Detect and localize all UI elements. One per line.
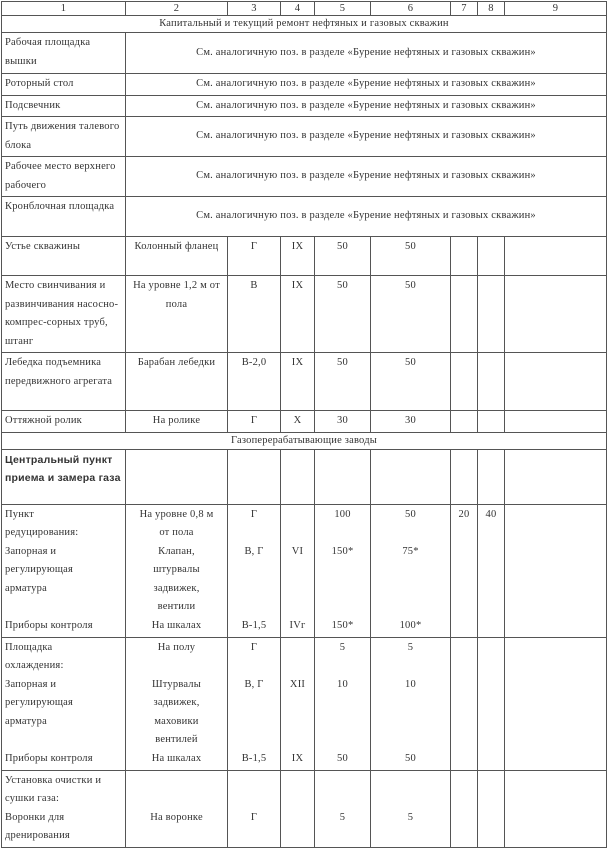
col-header: 8 bbox=[478, 2, 505, 16]
cell-line: На шкалах bbox=[151, 752, 202, 764]
norm-cell: 30 bbox=[371, 411, 451, 433]
reference-cell: См. аналогичную поз. в разделе «Бурение нефтяных и газовых скважин» bbox=[126, 157, 607, 197]
empty-cell bbox=[505, 411, 607, 433]
place-cell: Место свинчивания и развинчивания насосно-компрес-сорных труб, штанг bbox=[2, 276, 126, 353]
cell-line: 5 bbox=[407, 641, 414, 653]
place-cell bbox=[2, 770, 126, 847]
reference-cell: См. аналогичную поз. в разделе «Бурение нефтяных и газовых скважин» bbox=[126, 74, 607, 96]
norm-cell bbox=[315, 770, 371, 847]
empty-cell bbox=[451, 276, 478, 353]
table-row bbox=[2, 353, 607, 411]
cell-line: 5 bbox=[339, 811, 346, 823]
col-header: 7 bbox=[451, 2, 478, 16]
section-header-gas-plants bbox=[2, 432, 607, 449]
cell-line: На полу bbox=[157, 641, 196, 653]
cell-line: задвижек, bbox=[153, 582, 200, 594]
place-cell: Рабочее место верхнего рабочего bbox=[2, 157, 126, 197]
surface-cell bbox=[126, 504, 228, 637]
reference-cell: См. аналогичную поз. в разделе «Бурение нефтяных и газовых скважин» bbox=[126, 95, 607, 117]
cell-line: 75* bbox=[402, 545, 419, 557]
norm-cell: 50 bbox=[371, 353, 451, 411]
norm-cell bbox=[315, 637, 371, 770]
place-cell: Оттяжной ролик bbox=[2, 411, 126, 433]
place-cell: Устье скважины bbox=[2, 237, 126, 276]
cell-spacer bbox=[318, 657, 367, 676]
table-row-cooling bbox=[2, 637, 607, 770]
cell-spacer bbox=[5, 598, 122, 617]
empty-cell bbox=[478, 411, 505, 433]
norm-cell: 50 bbox=[371, 237, 451, 276]
plane-cell: В bbox=[228, 276, 281, 353]
table-row bbox=[2, 95, 607, 117]
cell-line: штурвалы bbox=[153, 564, 200, 575]
cell-line: Клапан, bbox=[158, 545, 195, 557]
plane-cell: Г bbox=[228, 237, 281, 276]
empty-cell bbox=[505, 449, 607, 504]
surface-cell: На ролике bbox=[126, 411, 228, 433]
cell-line: арматура bbox=[5, 715, 47, 727]
cell-spacer bbox=[284, 713, 311, 732]
norm-cell bbox=[371, 637, 451, 770]
cell-line: В-1,5 bbox=[241, 752, 267, 764]
place-cell bbox=[2, 637, 126, 770]
cell-spacer bbox=[231, 657, 277, 676]
cell-spacer bbox=[129, 790, 224, 809]
cell-spacer bbox=[318, 731, 367, 750]
surface-cell bbox=[126, 770, 228, 847]
table-row bbox=[2, 117, 607, 157]
place-cell: Рабочая площадка вышки bbox=[2, 33, 126, 74]
cell-spacer bbox=[318, 598, 367, 617]
cell-line: Установка очистки и bbox=[5, 774, 102, 786]
col-header: 1 bbox=[2, 2, 126, 16]
norm-cell: 50 bbox=[315, 276, 371, 353]
plane-cell: Г bbox=[228, 411, 281, 433]
col-header: 4 bbox=[281, 2, 315, 16]
table-row bbox=[2, 449, 607, 504]
surface-cell: Колонный фланец bbox=[126, 237, 228, 276]
cell-spacer bbox=[5, 731, 122, 750]
cell-spacer bbox=[374, 561, 447, 580]
empty-cell bbox=[478, 353, 505, 411]
cell-line: 10 bbox=[405, 678, 416, 690]
norm-cell bbox=[451, 504, 478, 637]
section-title: Газоперерабатывающие заводы bbox=[2, 432, 607, 449]
cell-spacer bbox=[284, 598, 311, 617]
table-row bbox=[2, 411, 607, 433]
section-header-repair bbox=[2, 16, 607, 33]
cell-line: Пункт bbox=[5, 508, 35, 520]
cell-line: регулирующая bbox=[5, 564, 74, 575]
cell-line: арматура bbox=[5, 582, 47, 594]
cell-line: задвижек, bbox=[153, 697, 200, 708]
empty-cell bbox=[281, 770, 315, 847]
reference-cell: См. аналогичную поз. в разделе «Бурение нефтяных и газовых скважин» bbox=[126, 197, 607, 237]
cell-line: Г bbox=[250, 641, 258, 653]
cell-spacer bbox=[284, 694, 311, 713]
cell-spacer bbox=[284, 580, 311, 599]
category-cell: IX bbox=[281, 276, 315, 353]
cell-spacer bbox=[318, 561, 367, 580]
table-row bbox=[2, 33, 607, 74]
table-row bbox=[2, 74, 607, 96]
cell-line: охлаждения: bbox=[5, 660, 64, 671]
cell-line: XII bbox=[289, 678, 306, 690]
empty-cell bbox=[478, 237, 505, 276]
plane-cell: В-2,0 bbox=[228, 353, 281, 411]
empty-cell bbox=[451, 353, 478, 411]
empty-cell bbox=[371, 449, 451, 504]
plane-cell bbox=[228, 504, 281, 637]
empty-cell bbox=[281, 449, 315, 504]
cell-line: 100 bbox=[334, 508, 351, 520]
empty-cell bbox=[505, 770, 607, 847]
reference-cell: См. аналогичную поз. в разделе «Бурение нефтяных и газовых скважин» bbox=[126, 33, 607, 74]
cell-line: В, Г bbox=[244, 545, 264, 557]
norm-cell: 50 bbox=[371, 276, 451, 353]
cell-spacer bbox=[318, 713, 367, 732]
cell-line: сушки газа: bbox=[5, 793, 60, 804]
cell-line: 150* bbox=[331, 545, 354, 557]
norm-cell bbox=[371, 504, 451, 637]
cell-line: 100* bbox=[399, 619, 422, 631]
cell-line: Запорная и bbox=[5, 678, 57, 690]
norm-cell: 50 bbox=[315, 237, 371, 276]
empty-cell bbox=[505, 276, 607, 353]
place-cell: Лебедка подъемника передвижного агрегата bbox=[2, 353, 126, 411]
reference-cell: См. аналогичную поз. в разделе «Бурение нефтяных и газовых скважин» bbox=[126, 117, 607, 157]
cell-spacer bbox=[284, 731, 311, 750]
cell-line: IVг bbox=[289, 619, 306, 631]
norm-cell bbox=[315, 504, 371, 637]
column-number-row bbox=[2, 2, 607, 16]
cell-spacer bbox=[231, 598, 277, 617]
cell-line: вентили bbox=[157, 601, 196, 612]
place-cell: Подсвечник bbox=[2, 95, 126, 117]
empty-cell bbox=[478, 276, 505, 353]
cell-spacer bbox=[318, 694, 367, 713]
plane-cell bbox=[228, 770, 281, 847]
cell-line: 5 bbox=[339, 641, 346, 653]
cell-spacer bbox=[231, 731, 277, 750]
cell-line: редуцирования: bbox=[5, 527, 79, 538]
cell-line: от пола bbox=[159, 527, 194, 538]
cell-line: вентилей bbox=[155, 734, 198, 745]
norm-cell: 30 bbox=[315, 411, 371, 433]
category-cell: IX bbox=[281, 237, 315, 276]
col-header: 6 bbox=[371, 2, 451, 16]
cell-line: Г bbox=[250, 811, 258, 823]
cell-spacer bbox=[284, 639, 311, 658]
cell-spacer bbox=[284, 506, 311, 525]
table-row-drying bbox=[2, 770, 607, 847]
place-cell: Путь движения талевого блока bbox=[2, 117, 126, 157]
cell-spacer bbox=[374, 772, 447, 791]
cell-line: Штурвалы bbox=[151, 678, 201, 690]
place-cell bbox=[2, 504, 126, 637]
empty-cell bbox=[478, 770, 505, 847]
table-row-reduction bbox=[2, 504, 607, 637]
cell-line: IX bbox=[291, 752, 304, 764]
cell-line: 50 bbox=[337, 752, 348, 764]
cell-line: дренирования bbox=[5, 830, 70, 841]
cell-spacer bbox=[231, 524, 277, 543]
cell-line: 50 bbox=[405, 752, 416, 764]
cell-line: 10 bbox=[337, 678, 348, 690]
cell-spacer bbox=[231, 790, 277, 809]
table-row bbox=[2, 197, 607, 237]
cell-spacer bbox=[374, 731, 447, 750]
empty-cell bbox=[451, 237, 478, 276]
table-row bbox=[2, 157, 607, 197]
table-row bbox=[2, 237, 607, 276]
cell-spacer bbox=[231, 561, 277, 580]
surface-cell bbox=[126, 637, 228, 770]
cell-spacer bbox=[374, 524, 447, 543]
cell-spacer bbox=[374, 657, 447, 676]
cell-line: 5 bbox=[407, 811, 414, 823]
place-cell: Роторный стол bbox=[2, 74, 126, 96]
place-cell: Кронблочная площадка bbox=[2, 197, 126, 237]
cell-spacer bbox=[284, 524, 311, 543]
cell-line: На воронке bbox=[150, 811, 203, 823]
lighting-norms-table bbox=[1, 1, 607, 848]
section-title: Капитальный и текущий ремонт нефтяных и газовых скважин bbox=[2, 16, 607, 33]
cell-spacer bbox=[129, 657, 224, 676]
category-cell: X bbox=[281, 411, 315, 433]
empty-cell bbox=[478, 449, 505, 504]
cell-line: VI bbox=[291, 545, 304, 557]
empty-cell bbox=[505, 504, 607, 637]
norm-cell bbox=[478, 504, 505, 637]
cell-spacer bbox=[374, 598, 447, 617]
cell-spacer bbox=[231, 772, 277, 791]
cell-spacer bbox=[318, 580, 367, 599]
cell-line: На шкалах bbox=[151, 619, 202, 631]
empty-cell bbox=[505, 353, 607, 411]
category-cell: IX bbox=[281, 353, 315, 411]
empty-cell bbox=[315, 449, 371, 504]
cell-line: Воронки для bbox=[5, 811, 65, 823]
empty-cell bbox=[478, 637, 505, 770]
empty-cell bbox=[505, 237, 607, 276]
cell-spacer bbox=[284, 561, 311, 580]
empty-cell bbox=[451, 637, 478, 770]
cell-line: В-1,5 bbox=[241, 619, 267, 631]
cell-line: Г bbox=[250, 508, 258, 520]
empty-cell bbox=[126, 449, 228, 504]
cell-line: регулирующая bbox=[5, 697, 74, 708]
cell-line: 150* bbox=[331, 619, 354, 631]
norm-cell: 50 bbox=[315, 353, 371, 411]
cell-spacer bbox=[374, 713, 447, 732]
table-row bbox=[2, 276, 607, 353]
plane-cell bbox=[228, 637, 281, 770]
col-header: 2 bbox=[126, 2, 228, 16]
cell-line: Приборы контроля bbox=[5, 752, 93, 764]
cell-spacer bbox=[318, 772, 367, 791]
cell-spacer bbox=[374, 694, 447, 713]
norm-cell bbox=[371, 770, 451, 847]
category-cell bbox=[281, 637, 315, 770]
col-header: 3 bbox=[228, 2, 281, 16]
cell-line: маховики bbox=[154, 715, 199, 727]
cell-line: Запорная и bbox=[5, 545, 57, 557]
cell-line: Приборы контроля bbox=[5, 619, 93, 631]
surface-cell: Барабан лебедки bbox=[126, 353, 228, 411]
col-header: 9 bbox=[505, 2, 607, 16]
cell-line: 40 bbox=[485, 508, 497, 520]
cell-line: 20 bbox=[458, 508, 470, 520]
empty-cell bbox=[451, 770, 478, 847]
cell-spacer bbox=[231, 580, 277, 599]
empty-cell bbox=[505, 637, 607, 770]
cell-line: Площадка bbox=[5, 641, 53, 653]
empty-cell bbox=[228, 449, 281, 504]
surface-cell: На уровне 1,2 м от пола bbox=[126, 276, 228, 353]
subsection-title: Центральный пункт приема и замера газа bbox=[2, 449, 126, 504]
cell-spacer bbox=[318, 524, 367, 543]
cell-line: 50 bbox=[405, 508, 416, 520]
cell-line: В, Г bbox=[244, 678, 264, 690]
cell-spacer bbox=[129, 772, 224, 791]
cell-spacer bbox=[374, 790, 447, 809]
cell-spacer bbox=[284, 657, 311, 676]
cell-spacer bbox=[231, 713, 277, 732]
empty-cell bbox=[451, 411, 478, 433]
cell-line: На уровне 0,8 м bbox=[139, 508, 214, 520]
cell-spacer bbox=[231, 694, 277, 713]
cell-spacer bbox=[374, 580, 447, 599]
cell-spacer bbox=[318, 790, 367, 809]
empty-cell bbox=[451, 449, 478, 504]
col-header: 5 bbox=[315, 2, 371, 16]
category-cell bbox=[281, 504, 315, 637]
